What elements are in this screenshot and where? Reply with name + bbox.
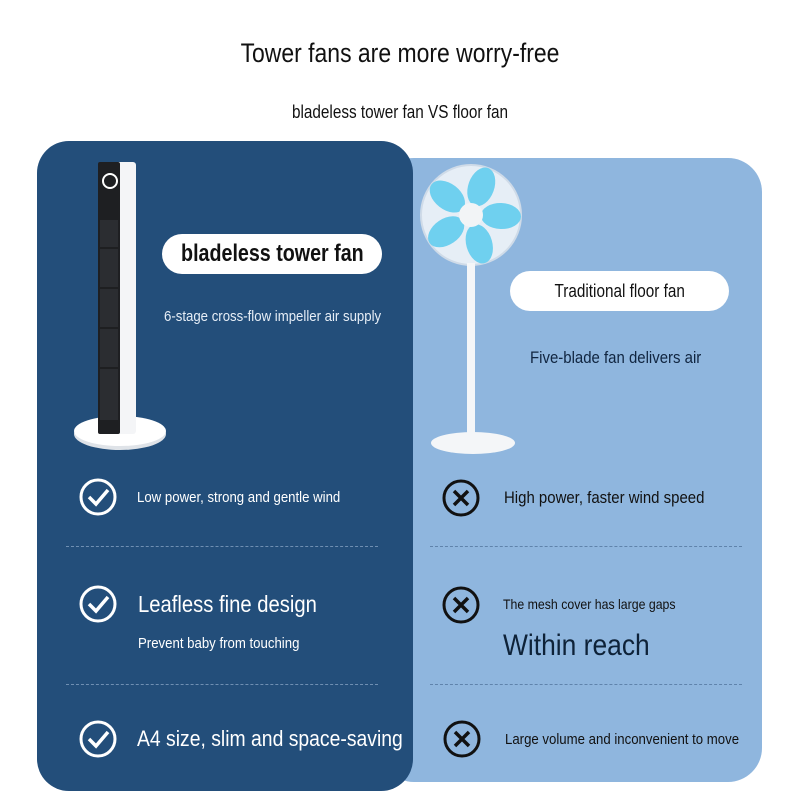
check-icon	[79, 585, 117, 623]
divider	[66, 546, 378, 547]
tower-fan-image	[70, 158, 170, 454]
tower-feature-2: Leafless fine design	[138, 591, 317, 617]
cross-icon	[442, 479, 480, 517]
floor-fan-image	[418, 163, 528, 458]
divider	[430, 684, 742, 685]
floor-feature-1: High power, faster wind speed	[504, 488, 705, 507]
cross-icon	[442, 586, 480, 624]
floor-feature-2-sub: Within reach	[503, 629, 650, 662]
tower-fan-label	[162, 234, 382, 274]
cross-icon	[443, 720, 481, 758]
floor-fan-name: Traditional floor fan	[554, 280, 685, 301]
divider	[430, 546, 742, 547]
check-icon	[79, 478, 117, 516]
tower-fan-name: bladeless tower fan	[180, 240, 364, 267]
tower-feature-3: A4 size, slim and space-saving	[137, 726, 403, 751]
tower-fan-desc: 6-stage cross-flow impeller air supply	[164, 308, 382, 325]
floor-feature-2: The mesh cover has large gaps	[503, 596, 676, 612]
divider	[66, 684, 378, 685]
page-title: Tower fans are more worry-free	[240, 38, 560, 68]
check-icon	[79, 720, 117, 758]
page-subtitle: bladeless tower fan VS floor fan	[291, 102, 509, 122]
tower-feature-2-sub: Prevent baby from touching	[138, 635, 300, 652]
floor-fan-label	[510, 271, 729, 311]
floor-fan-desc: Five-blade fan delivers air	[530, 348, 702, 367]
floor-feature-3: Large volume and inconvenient to move	[505, 731, 740, 748]
tower-feature-1: Low power, strong and gentle wind	[137, 489, 341, 506]
